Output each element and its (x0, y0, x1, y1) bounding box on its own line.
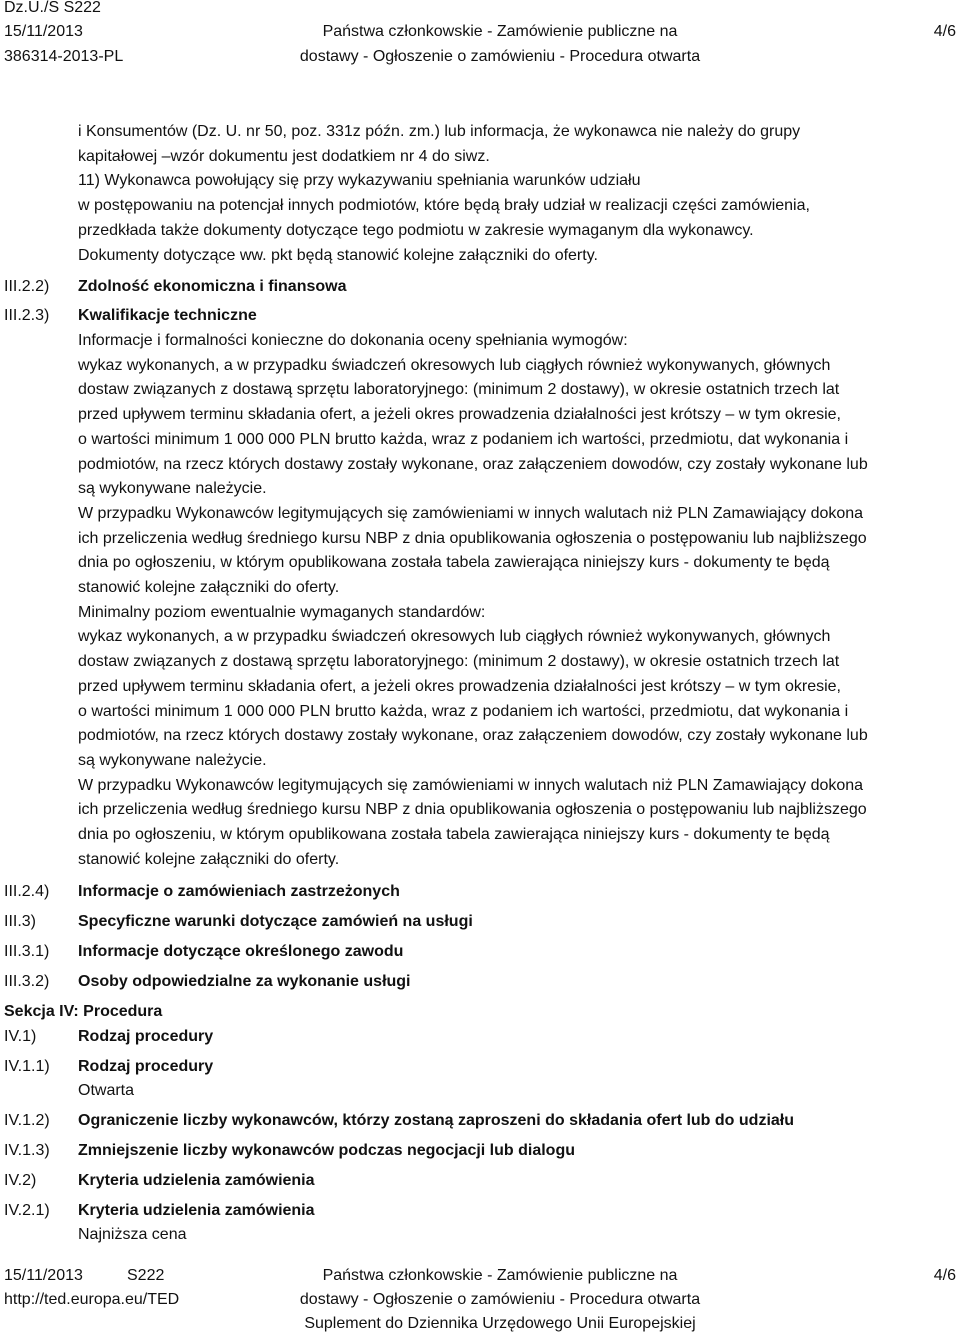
text-line: i Konsumentów (Dz. U. nr 50, poz. 331z późn. zm.) lub informacja, że wykonawca nie należy do grupy (78, 123, 801, 140)
text-line: W przypadku Wykonawców legitymujących się zamówieniami w innych walutach niż PLN Zamawiający dokona (78, 776, 864, 794)
header-title-line1: Państwa członkowskie - Zamówienie publiczne na (322, 23, 678, 40)
text-line: w postępowaniu na potencjał innych podmiotów, które będą brały udział w realizacji części zamówienia, (78, 197, 810, 215)
text-line: Informacje i formalności konieczne do dokonania oceny spełniania wymogów: (78, 332, 628, 349)
text-line: dnia po ogłoszeniu, w którym opublikowana została tabela zawierająca niniejszy kurs - dokumenty te będą (78, 554, 830, 572)
text-line: są wykonywane należycie. (78, 480, 267, 498)
footer-supplement: Suplement do Dziennika Urzędowego Unii Europejskiej (304, 1315, 696, 1332)
section-title: Ograniczenie liczby wykonawców, którzy zostaną zaproszeni do składania ofert lub do udziału (78, 1112, 794, 1129)
section-title: Kryteria udzielenia zamówienia (78, 1202, 315, 1219)
section-iv-heading: Sekcja IV: Procedura (4, 1003, 163, 1020)
section-title: Kwalifikacje techniczne (78, 307, 257, 324)
header-date: 15/11/2013 (4, 23, 83, 40)
section-number: III.2.2) (4, 278, 50, 295)
section-title: Kryteria udzielenia zamówienia (78, 1172, 315, 1189)
footer-title-line2: dostawy - Ogłoszenie o zamówieniu - Procedura otwarta (299, 1291, 701, 1308)
section-number: IV.2) (4, 1172, 37, 1189)
text-line: stanowić kolejne załączniki do oferty. (78, 850, 340, 868)
text-line: dostaw związanych z dostawą sprzętu laboratoryjnego: (minimum 2 dostawy), w okresie ostatnich trzech lat (78, 381, 840, 399)
text-line: ich przeliczenia według średniego kursu NBP z dnia opublikowania ogłoszenia o postępowaniu lub najbliższego (78, 801, 867, 819)
section-number: IV.1.1) (4, 1058, 50, 1075)
text-line: kapitałowej –wzór dokumentu jest dodatkiem nr 4 do siwz. (78, 147, 490, 165)
header-title-line2: dostawy - Ogłoszenie o zamówieniu - Procedura otwarta (299, 48, 701, 65)
text-line: wykaz wykonanych, a w przypadku świadczeń okresowych lub ciągłych również wykonywanych, głównych (78, 356, 831, 374)
text-line: W przypadku Wykonawców legitymujących się zamówieniami w innych walutach niż PLN Zamawiający dokona (78, 504, 864, 522)
section-title: Informacje dotyczące określonego zawodu (78, 943, 404, 960)
text-line: przedkłada także dokumenty dotyczące tego podmiotu w zakresie wymaganym dla wykonawcy. (78, 221, 754, 239)
text-line: dnia po ogłoszeniu, w którym opublikowana została tabela zawierająca niniejszy kurs - dokumenty te będą (78, 826, 830, 844)
footer-title-line1: Państwa członkowskie - Zamówienie publiczne na (322, 1267, 678, 1284)
intro-paragraph (78, 120, 958, 268)
footer-url[interactable]: http://ted.europa.eu/TED (4, 1291, 180, 1308)
text-line: Dokumenty dotyczące ww. pkt będą stanowić kolejne załączniki do oferty. (78, 246, 598, 264)
section-number: IV.1.2) (4, 1112, 50, 1129)
text-line: ich przeliczenia według średniego kursu NBP z dnia opublikowania ogłoszenia o postępowaniu lub najbliższego (78, 529, 867, 547)
text-line: podmiotów, na rzecz których dostawy zostały wykonane, oraz załączeniem dowodów, czy zostały wykonane lub (78, 455, 868, 473)
section-number: III.2.4) (4, 883, 50, 900)
text-line: przed upływem terminu składania ofert, a jeżeli okres prowadzenia działalności jest krótszy – w tym okresie, (78, 406, 841, 424)
procedure-type-value: Otwarta (78, 1082, 135, 1099)
technical-qualifications-text (78, 329, 958, 872)
text-line: stanowić kolejne załączniki do oferty. (78, 579, 340, 597)
section-number: III.2.3) (4, 307, 50, 324)
section-title: Informacje o zamówieniach zastrzeżonych (78, 883, 400, 900)
award-criteria-value: Najniższa cena (78, 1226, 187, 1243)
footer-page-number: 4/6 (933, 1267, 956, 1284)
header-notice-id: 386314-2013-PL (4, 48, 124, 65)
section-title: Zmniejszenie liczby wykonawców podczas negocjacji lub dialogu (78, 1142, 575, 1159)
text-line: o wartości minimum 1 000 000 PLN brutto każda, wraz z podaniem ich wartości, przedmiotu, dat wykonania i (78, 702, 849, 720)
footer-series: S222 (127, 1267, 165, 1284)
header-page-number: 4/6 (933, 23, 956, 40)
text-line: dostaw związanych z dostawą sprzętu laboratoryjnego: (minimum 2 dostawy), w okresie ostatnich trzech lat (78, 653, 840, 671)
section-title: Zdolność ekonomiczna i finansowa (78, 278, 347, 295)
section-title: Specyficzne warunki dotyczące zamówień na usługi (78, 913, 473, 930)
section-number: III.3.2) (4, 973, 50, 990)
section-number: IV.1) (4, 1028, 37, 1045)
text-line: przed upływem terminu składania ofert, a jeżeli okres prowadzenia działalności jest krótszy – w tym okresie, (78, 677, 841, 695)
footer-date: 15/11/2013 (4, 1267, 83, 1284)
header-doc-ref: Dz.U./S S222 (4, 0, 101, 16)
section-title: Osoby odpowiedzialne za wykonanie usługi (78, 973, 411, 990)
text-line: Minimalny poziom ewentualnie wymaganych standardów: (78, 603, 486, 621)
text-line: 11) Wykonawca powołujący się przy wykazywaniu spełniania warunków udziału (78, 172, 641, 190)
text-line: wykaz wykonanych, a w przypadku świadczeń okresowych lub ciągłych również wykonywanych, głównych (78, 628, 831, 646)
text-line: są wykonywane należycie. (78, 751, 267, 769)
section-number: IV.2.1) (4, 1202, 50, 1219)
text-line: o wartości minimum 1 000 000 PLN brutto każda, wraz z podaniem ich wartości, przedmiotu, dat wykonania i (78, 430, 849, 448)
section-title: Rodzaj procedury (78, 1058, 214, 1075)
section-number: IV.1.3) (4, 1142, 50, 1159)
section-title: Rodzaj procedury (78, 1028, 214, 1045)
text-line: podmiotów, na rzecz których dostawy zostały wykonane, oraz załączeniem dowodów, czy zostały wykonane lub (78, 727, 868, 745)
section-number: III.3) (4, 913, 37, 930)
section-number: III.3.1) (4, 943, 50, 960)
